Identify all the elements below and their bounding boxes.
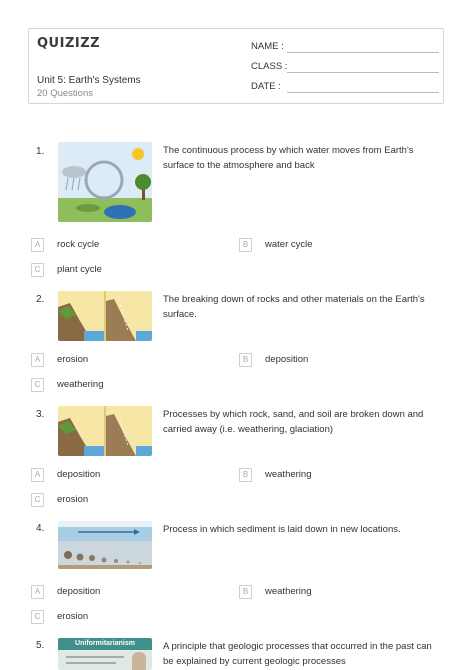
option-letter: A bbox=[31, 585, 44, 599]
question-4-number: 4. bbox=[36, 523, 45, 534]
name-label: NAME : bbox=[251, 41, 284, 52]
uniformitarianism-image bbox=[58, 638, 152, 670]
erosion-image bbox=[58, 406, 152, 456]
class-line bbox=[287, 72, 439, 73]
question-5-text: A principle that geologic processes that occurred in the past can be explained by current geologic processes bbox=[163, 641, 432, 667]
class-field[interactable] bbox=[251, 61, 287, 72]
water-cycle-image bbox=[58, 142, 152, 222]
option-letter: B bbox=[239, 585, 252, 599]
name-line bbox=[287, 52, 439, 53]
portrait-icon bbox=[132, 652, 146, 670]
option-label: rock cycle bbox=[57, 239, 100, 250]
text-line-icon bbox=[66, 662, 116, 664]
option-label: erosion bbox=[57, 611, 89, 622]
question-1-number: 1. bbox=[36, 146, 45, 157]
option-label: deposition bbox=[57, 469, 101, 480]
option-label: erosion bbox=[57, 354, 89, 365]
question-3-text: Processes by which rock, sand, and soil are broken down and carried away (i.e. weathering, glaciation) bbox=[163, 409, 424, 435]
weathering-image bbox=[58, 291, 152, 341]
worksheet-header bbox=[28, 28, 444, 104]
option-label: weathering bbox=[265, 469, 312, 480]
date-label: DATE : bbox=[251, 81, 281, 92]
question-3-number: 3. bbox=[36, 409, 45, 420]
class-label: CLASS : bbox=[251, 61, 288, 72]
option-letter: B bbox=[239, 238, 252, 252]
deposition-image bbox=[58, 521, 152, 569]
option-letter: B bbox=[239, 353, 252, 367]
quizizz-logo: QUIZIZZ bbox=[37, 36, 101, 51]
option-letter: C bbox=[31, 263, 44, 277]
date-line bbox=[287, 92, 439, 93]
question-count: 20 Questions bbox=[37, 88, 93, 99]
uniformitarianism-card-title: Uniformitarianism bbox=[58, 638, 152, 650]
question-2-text: The breaking down of rocks and other materials on the Earth's surface. bbox=[163, 294, 425, 320]
name-field[interactable] bbox=[251, 41, 284, 52]
option-letter: A bbox=[31, 353, 44, 367]
option-label: weathering bbox=[265, 586, 312, 597]
worksheet-title: Unit 5: Earth's Systems bbox=[37, 75, 141, 86]
text-line-icon bbox=[66, 656, 124, 658]
option-label: deposition bbox=[57, 586, 101, 597]
question-2-number: 2. bbox=[36, 294, 45, 305]
option-label: deposition bbox=[265, 354, 309, 365]
question-5-number: 5. bbox=[36, 640, 45, 651]
option-letter: A bbox=[31, 468, 44, 482]
question-4-text: Process in which sediment is laid down in new locations. bbox=[163, 524, 401, 535]
question-1-text: The continuous process by which water moves from Earth's surface to the atmosphere and back bbox=[163, 145, 414, 171]
option-label: water cycle bbox=[265, 239, 313, 250]
option-letter: B bbox=[239, 468, 252, 482]
option-letter: C bbox=[31, 378, 44, 392]
option-letter: C bbox=[31, 610, 44, 624]
option-letter: A bbox=[31, 238, 44, 252]
option-letter: C bbox=[31, 493, 44, 507]
option-label: erosion bbox=[57, 494, 89, 505]
date-field[interactable] bbox=[251, 81, 281, 92]
option-label: plant cycle bbox=[57, 264, 102, 275]
option-label: weathering bbox=[57, 379, 104, 390]
